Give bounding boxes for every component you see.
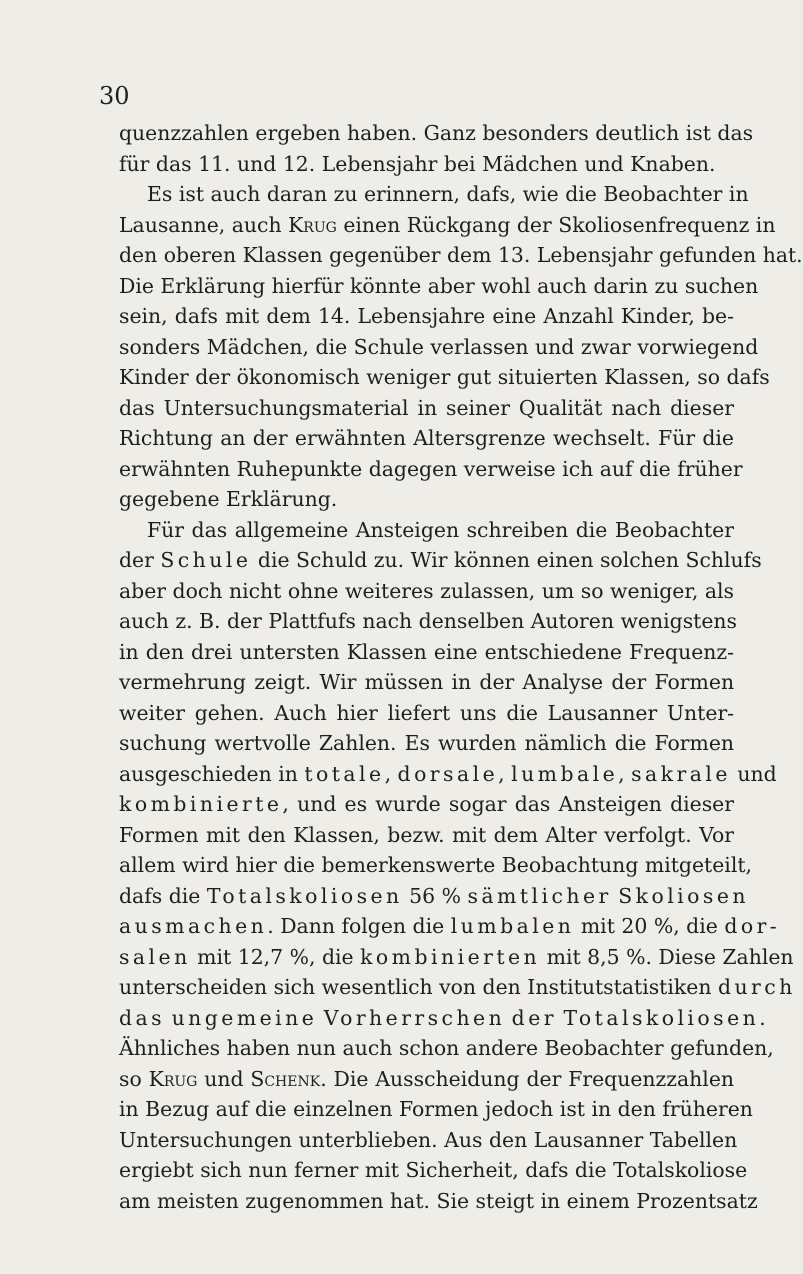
text-line: aber doch nicht ohne weiteres zulassen, um so weniger, als bbox=[119, 578, 735, 603]
text-line: erwähnten Ruhepunkte dagegen verweise ich auf die früher bbox=[119, 456, 743, 481]
text-line: am meisten zugenommen hat. Sie steigt in einem Prozentsatz bbox=[119, 1188, 758, 1213]
text-line: ausgeschieden in totale, dorsale, lumbale, sakrale und bbox=[119, 761, 777, 786]
text-line: Formen mit den Klassen, bezw. mit dem Alter verfolgt. Vor bbox=[119, 822, 735, 847]
text-line: gegebene Erklärung. bbox=[119, 487, 338, 511]
text-line: den oberen Klassen gegenüber dem 13. Lebensjahr gefunden hat. bbox=[119, 243, 803, 267]
text-line: in den drei untersten Klassen eine entschiedene Frequenz- bbox=[119, 639, 735, 664]
text-line: vermehrung zeigt. Wir müssen in der Analyse der Formen bbox=[119, 670, 735, 694]
text-line: das ungemeine Vorherrschen der Totalskoliosen. bbox=[119, 1005, 766, 1030]
text-line: Lausanne, auch Krug einen Rückgang der Skoliosenfrequenz in bbox=[119, 212, 776, 237]
text-line: für das 11. und 12. Lebensjahr bei Mädchen und Knaben. bbox=[119, 151, 716, 176]
page-number: 30 bbox=[99, 82, 130, 110]
text-line: weiter gehen. Auch hier liefert uns die Lausanner Unter- bbox=[119, 700, 735, 725]
text-line: kombinierte, und es wurde sogar das Ansteigen dieser bbox=[119, 792, 734, 816]
text-line: unterscheiden sich wesentlich von den Institutstatistiken durch bbox=[119, 975, 796, 999]
text-line: der Schule die Schuld zu. Wir können einen solchen Schlufs bbox=[119, 548, 762, 572]
text-line: sein, dafs mit dem 14. Lebensjahre eine Anzahl Kinder, be- bbox=[119, 304, 734, 328]
text-line: ausmachen. Dann folgen die lumbalen mit 20 %, die dor- bbox=[119, 914, 781, 938]
text-line: dafs die Totalskoliosen 56 % sämtlicher Skoliosen bbox=[119, 883, 749, 908]
text-line: auch z. B. der Plattfufs nach denselben Autoren wenigstens bbox=[119, 609, 738, 633]
text-line: so Krug und Schenk. Die Ausscheidung der Frequenzzahlen bbox=[119, 1066, 735, 1091]
text-line: sonders Mädchen, die Schule verlassen und zwar vorwiegend bbox=[119, 334, 759, 359]
body-text bbox=[119, 118, 803, 1216]
text-line: Es ist auch daran zu erinnern, dafs, wie die Beobachter in bbox=[147, 182, 749, 206]
text-line: salen mit 12,7 %, die kombinierten mit 8,5 %. Diese Zahlen bbox=[119, 944, 794, 969]
text-line: Untersuchungen unterblieben. Aus den Lausanner Tabellen bbox=[119, 1127, 738, 1152]
text-line: ergiebt sich nun ferner mit Sicherheit, dafs die Totalskoliose bbox=[119, 1158, 748, 1182]
text-line: Richtung an der erwähnten Altersgrenze wechselt. Für die bbox=[119, 426, 734, 450]
text-line: Ähnliches haben nun auch schon andere Beobachter gefunden, bbox=[119, 1036, 774, 1060]
text-line: allem wird hier die bemerkenswerte Beobachtung mitgeteilt, bbox=[119, 853, 753, 877]
text-line: in Bezug auf die einzelnen Formen jedoch ist in den früheren bbox=[119, 1097, 753, 1121]
text-line: Kinder der ökonomisch weniger gut situierten Klassen, so dafs bbox=[119, 365, 770, 389]
text-line: das Untersuchungsmaterial in seiner Qualität nach dieser bbox=[119, 395, 735, 420]
text-line: suchung wertvolle Zahlen. Es wurden nämlich die Formen bbox=[119, 731, 735, 755]
text-line: quenzzahlen ergeben haben. Ganz besonders deutlich ist das bbox=[119, 121, 754, 145]
text-line: Die Erklärung hierfür könnte aber wohl auch darin zu suchen bbox=[119, 273, 759, 298]
text-line: Für das allgemeine Ansteigen schreiben die Beobachter bbox=[147, 517, 734, 542]
